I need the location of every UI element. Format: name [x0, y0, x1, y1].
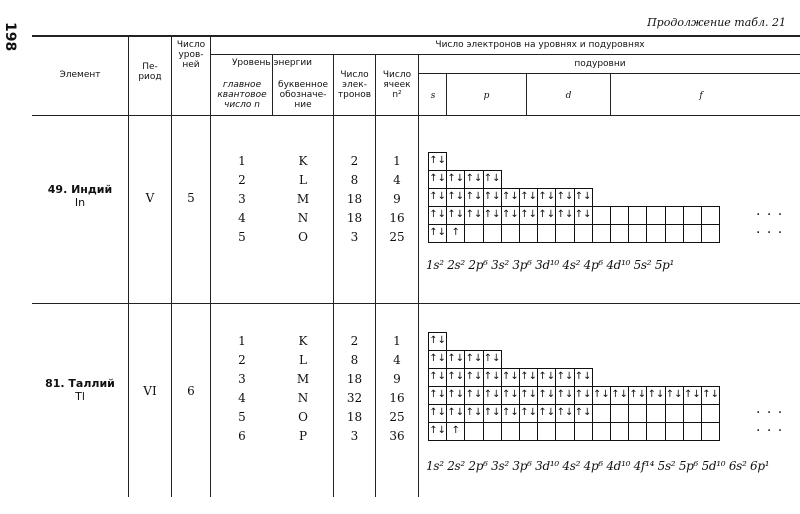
orbital-cell: ↑↓ [428, 404, 447, 423]
level-electron-count: 18 [346, 211, 363, 225]
orbital-cell: ↑↓ [428, 188, 447, 207]
header-levels: Число уров- ней [176, 40, 206, 70]
orbital-cell [683, 224, 702, 243]
level-electron-count: 8 [350, 173, 359, 187]
orbital-cell: ↑↓ [446, 350, 465, 369]
level-electron-count: 18 [346, 372, 363, 386]
level-letter: O [298, 410, 308, 424]
level-number: 2 [238, 353, 246, 367]
orbital-cell: ↑↓ [683, 386, 702, 405]
orbital-cell: ↑↓ [428, 332, 447, 351]
orbital-cell: ↑↓ [501, 386, 520, 405]
orbital-cell: ↑↓ [519, 188, 538, 207]
orbital-cell: ↑↓ [574, 206, 593, 225]
level-letter: L [299, 173, 307, 187]
level-cell-count: 4 [393, 173, 401, 187]
col-line-7 [418, 54, 419, 497]
element-period: VI [143, 384, 157, 398]
orbital-cell [701, 206, 720, 225]
header-cell-count: Число ячеек n² [382, 70, 412, 100]
orbital-cell [701, 224, 720, 243]
col-line-3 [210, 37, 211, 497]
header-sub-s: s [430, 91, 436, 101]
level-electron-count: 8 [350, 353, 359, 367]
orbital-cell: ↑↓ [519, 368, 538, 387]
orbital-cell: ↑↓ [446, 404, 465, 423]
orbital-cell [701, 404, 720, 423]
level-cell-count: 16 [389, 211, 405, 225]
orbital-cell: ↑↓ [428, 152, 447, 171]
orbital-cell: ↑↓ [483, 404, 502, 423]
continuation-dots: · · · [756, 225, 784, 241]
orbital-cell [628, 224, 647, 243]
col-line-1 [128, 37, 129, 497]
element-name: 49. Индий In [47, 183, 113, 209]
level-cell-count: 16 [389, 391, 405, 405]
electron-configuration: 1s² 2s² 2p⁶ 3s² 3p⁶ 3d¹⁰ 4s² 4p⁶ 4d¹⁰ 4f¹⁴ 5s² 5p⁶ 5d¹⁰ 6s² 6p¹ [426, 459, 770, 473]
header-line-2 [418, 73, 800, 74]
orbital-cell: ↑↓ [701, 386, 720, 405]
orbital-cell: ↑↓ [483, 368, 502, 387]
header-electrons-main: Число электронов на уровнях и подуровнях [435, 40, 645, 50]
level-cell-count: 9 [393, 192, 401, 206]
level-letter: K [298, 154, 308, 168]
orbital-cell [592, 422, 611, 441]
orbital-cell: ↑↓ [555, 404, 574, 423]
orbital-cell: ↑↓ [555, 386, 574, 405]
level-letter: P [298, 429, 308, 443]
header-element: Элемент [59, 70, 101, 80]
orbital-cell: ↑↓ [483, 386, 502, 405]
orbital-cell [501, 422, 520, 441]
orbital-cell [646, 224, 665, 243]
orbital-cell: ↑↓ [464, 206, 483, 225]
orbital-cell [646, 404, 665, 423]
orbital-cell: ↑↓ [483, 350, 502, 369]
orbital-cell [519, 422, 538, 441]
header-electron-count: Число элек- тронов [337, 70, 372, 100]
level-cell-count: 25 [389, 410, 405, 424]
orbital-cell [610, 404, 629, 423]
orbital-cell [501, 224, 520, 243]
orbital-cell [665, 422, 684, 441]
orbital-cell: ↑↓ [428, 350, 447, 369]
orbital-cell: ↑↓ [501, 368, 520, 387]
orbital-cell: ↑↓ [464, 188, 483, 207]
orbital-cell [628, 206, 647, 225]
page-number: 198 [2, 22, 18, 52]
level-cell-count: 36 [389, 429, 405, 443]
level-electron-count: 3 [350, 230, 359, 244]
orbital-cell [683, 404, 702, 423]
orbital-cell: ↑↓ [428, 386, 447, 405]
orbital-cell: ↑↓ [464, 368, 483, 387]
orbital-cell [464, 422, 483, 441]
orbital-cell [610, 206, 629, 225]
orbital-cell: ↑↓ [519, 206, 538, 225]
electron-configuration: 1s² 2s² 2p⁶ 3s² 3p⁶ 3d¹⁰ 4s² 4p⁶ 4d¹⁰ 5s² 5p¹ [426, 258, 675, 272]
level-number: 3 [238, 372, 246, 386]
level-number: 5 [238, 410, 246, 424]
orbital-cell [610, 422, 629, 441]
level-letter: N [297, 391, 309, 405]
orbital-cell: ↑↓ [428, 224, 447, 243]
orbital-cell: ↑↓ [574, 368, 593, 387]
header-energy-level: Уровень энергии [231, 58, 313, 68]
orbital-cell [701, 422, 720, 441]
element-period: V [145, 191, 155, 205]
orbital-cell: ↑↓ [483, 188, 502, 207]
level-letter: K [298, 334, 308, 348]
orbital-cell: ↑↓ [628, 386, 647, 405]
orbital-cell [592, 224, 611, 243]
orbital-cell: ↑↓ [537, 206, 556, 225]
orbital-cell: ↑↓ [537, 386, 556, 405]
orbital-cell: ↑↓ [464, 170, 483, 189]
orbital-cell [628, 404, 647, 423]
level-letter: M [296, 192, 310, 206]
orbital-cell: ↑↓ [537, 188, 556, 207]
orbital-cell: ↑↓ [501, 188, 520, 207]
level-number: 4 [238, 211, 246, 225]
level-number: 5 [238, 230, 246, 244]
level-number: 2 [238, 173, 246, 187]
orbital-cell [592, 404, 611, 423]
orbital-cell: ↑↓ [574, 188, 593, 207]
level-cell-count: 9 [393, 372, 401, 386]
orbital-cell: ↑↓ [574, 386, 593, 405]
orbital-cell: ↑↓ [592, 386, 611, 405]
orbital-cell [483, 422, 502, 441]
orbital-cell: ↑↓ [665, 386, 684, 405]
level-number: 4 [238, 391, 246, 405]
orbital-cell: ↑↓ [483, 170, 502, 189]
header-line-1 [210, 54, 800, 55]
level-cell-count: 25 [389, 230, 405, 244]
orbital-cell: ↑ [446, 422, 465, 441]
orbital-cell [464, 224, 483, 243]
orbital-cell: ↑↓ [646, 386, 665, 405]
level-number: 1 [238, 154, 246, 168]
col-line-2 [171, 37, 172, 497]
level-electron-count: 18 [346, 410, 363, 424]
element-levels: 6 [187, 384, 195, 398]
orbital-cell: ↑↓ [555, 206, 574, 225]
level-electron-count: 2 [350, 154, 359, 168]
orbital-cell: ↑↓ [446, 170, 465, 189]
level-letter: N [297, 211, 309, 225]
orbital-cell [555, 224, 574, 243]
orbital-cell [683, 422, 702, 441]
orbital-cell [537, 422, 556, 441]
orbital-cell [555, 422, 574, 441]
level-electron-count: 32 [346, 391, 363, 405]
orbital-cell: ↑↓ [555, 368, 574, 387]
header-sublevels: подуровни [574, 59, 626, 69]
orbital-cell [646, 422, 665, 441]
orbital-cell [592, 206, 611, 225]
level-number: 6 [238, 429, 246, 443]
section-divider [32, 303, 800, 304]
orbital-cell: ↑↓ [464, 386, 483, 405]
orbital-cell: ↑↓ [464, 404, 483, 423]
header-period: Пе- риод [138, 62, 162, 82]
header-sub-d: d [565, 91, 572, 101]
level-letter: L [299, 353, 307, 367]
orbital-cell: ↑↓ [428, 368, 447, 387]
element-name: 81. Таллий Tl [45, 377, 115, 403]
orbital-cell [628, 422, 647, 441]
continuation-label: Продолжение табл. 21 [647, 16, 786, 29]
orbital-cell [537, 224, 556, 243]
orbital-cell [683, 206, 702, 225]
header-sub-f: f [699, 91, 703, 101]
continuation-dots: · · · [756, 423, 784, 439]
orbital-cell [519, 224, 538, 243]
orbital-cell: ↑↓ [446, 368, 465, 387]
orbital-cell [483, 224, 502, 243]
orbital-cell: ↑↓ [428, 170, 447, 189]
level-letter: O [298, 230, 308, 244]
orbital-cell: ↑↓ [483, 206, 502, 225]
orbital-cell: ↑↓ [446, 206, 465, 225]
orbital-cell: ↑↓ [501, 404, 520, 423]
orbital-cell: ↑↓ [501, 206, 520, 225]
level-electron-count: 2 [350, 334, 359, 348]
continuation-dots: · · · [756, 207, 784, 223]
orbital-cell [665, 206, 684, 225]
orbital-cell: ↑↓ [574, 404, 593, 423]
level-electron-count: 18 [346, 192, 363, 206]
continuation-dots: · · · [756, 405, 784, 421]
orbital-cell [646, 206, 665, 225]
level-cell-count: 1 [393, 154, 401, 168]
orbital-cell: ↑↓ [446, 386, 465, 405]
level-cell-count: 1 [393, 334, 401, 348]
orbital-cell: ↑↓ [555, 188, 574, 207]
orbital-cell [574, 422, 593, 441]
level-cell-count: 4 [393, 353, 401, 367]
table-top-border [32, 35, 800, 37]
header-letter: буквенное обозначе- ние [278, 80, 328, 110]
header-bottom-border [32, 115, 800, 116]
level-number: 1 [238, 334, 246, 348]
level-number: 3 [238, 192, 246, 206]
orbital-cell: ↑ [446, 224, 465, 243]
orbital-cell: ↑↓ [537, 404, 556, 423]
element-levels: 5 [187, 191, 195, 205]
orbital-cell: ↑↓ [446, 188, 465, 207]
orbital-cell: ↑↓ [537, 368, 556, 387]
orbital-cell: ↑↓ [464, 350, 483, 369]
level-electron-count: 3 [350, 429, 359, 443]
orbital-cell: ↑↓ [519, 404, 538, 423]
orbital-cell: ↑↓ [428, 206, 447, 225]
orbital-cell [610, 224, 629, 243]
orbital-cell: ↑↓ [428, 422, 447, 441]
orbital-cell [665, 404, 684, 423]
header-sub-p: p [483, 91, 490, 101]
level-letter: M [296, 372, 310, 386]
orbital-cell [574, 224, 593, 243]
orbital-cell: ↑↓ [610, 386, 629, 405]
header-principal-qn: главное квантовое число n [217, 80, 267, 110]
orbital-cell: ↑↓ [519, 386, 538, 405]
orbital-cell [665, 224, 684, 243]
